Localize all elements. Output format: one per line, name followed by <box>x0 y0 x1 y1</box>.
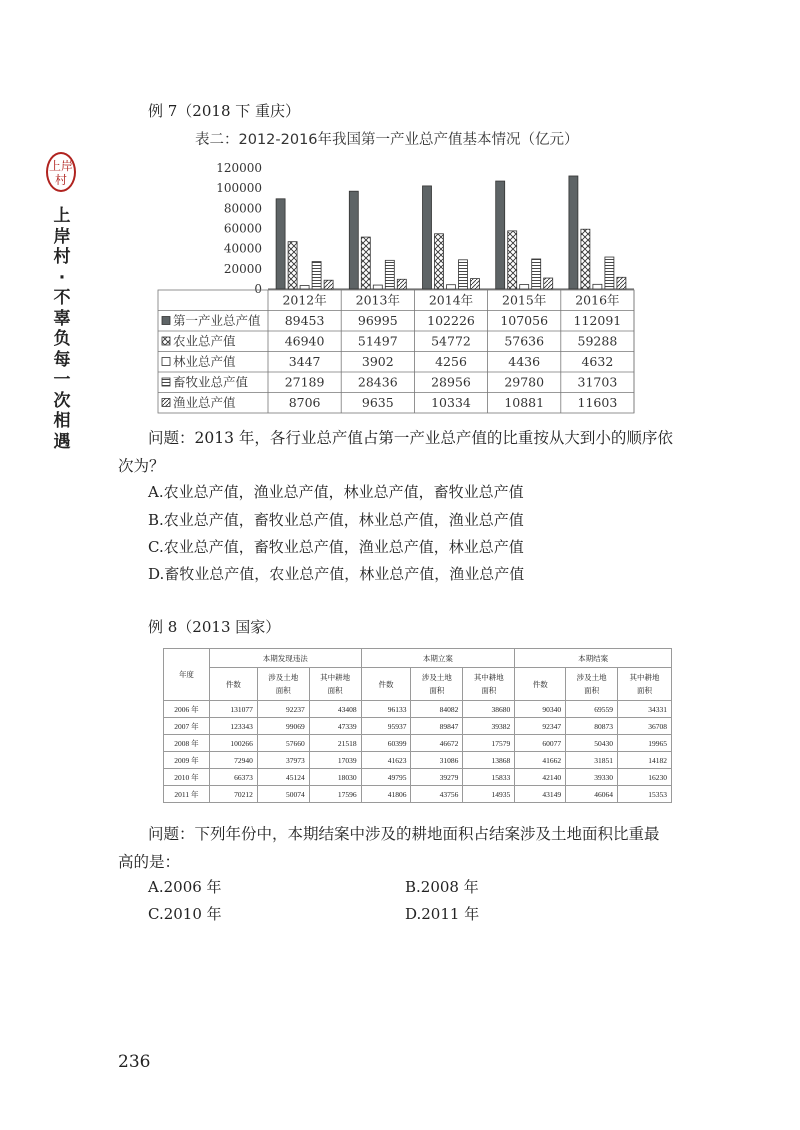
legend-swatch <box>162 399 170 407</box>
data-label: 107056 <box>500 313 549 328</box>
data-label: 28436 <box>357 374 398 390</box>
year-cell: 2007 年 <box>164 718 210 735</box>
value-cell: 60077 <box>515 735 566 752</box>
column-subheader: 件数 <box>515 668 566 701</box>
data-label: 89453 <box>284 313 325 328</box>
value-cell: 31086 <box>411 752 463 769</box>
value-cell: 57660 <box>257 735 309 752</box>
data-label: 8706 <box>288 395 321 410</box>
y-tick-label: 120000 <box>216 161 262 175</box>
bar <box>447 285 456 289</box>
bar <box>288 242 297 289</box>
column-subheader: 涉及土地 面积 <box>566 668 618 701</box>
y-tick-label: 60000 <box>223 221 262 236</box>
y-tick-label: 0 <box>254 282 262 296</box>
value-cell: 41662 <box>515 752 566 769</box>
bar <box>496 181 505 289</box>
tagline-char: 每 <box>53 349 71 370</box>
data-label: 10881 <box>504 395 545 410</box>
value-cell: 90340 <box>515 701 566 718</box>
legend-label: 畜牧业总产值 <box>173 374 249 390</box>
year-cell: 2011 年 <box>164 786 210 803</box>
value-cell: 92347 <box>515 718 566 735</box>
bar <box>300 286 309 289</box>
seal-bottom-text: 村 <box>54 173 67 187</box>
year-cell: 2009 年 <box>164 752 210 769</box>
data-label: 102226 <box>427 313 475 328</box>
table-row <box>164 786 672 803</box>
tagline-char: 负 <box>53 329 71 349</box>
column-subheader: 其中耕地 面积 <box>463 668 515 701</box>
value-cell: 45124 <box>257 769 309 786</box>
year-header: 年度 <box>164 649 210 701</box>
question-8-option-d[interactable]: D.2011 年 <box>405 905 480 923</box>
question-7-line1: 问题：2013 年，各行业总产值占第一产业总产值的比重按从大到小的顺序依 <box>148 429 673 447</box>
value-cell: 50430 <box>566 735 618 752</box>
question-7-option-a[interactable]: A.农业总产值，渔业总产值，林业总产值，畜牧业总产值 <box>148 483 524 501</box>
column-subheader: 涉及土地 面积 <box>257 668 309 701</box>
tagline-char: · <box>58 267 66 288</box>
bar <box>324 280 333 289</box>
y-tick-label: 20000 <box>223 261 262 276</box>
legend-swatch <box>162 358 170 366</box>
value-cell: 47339 <box>309 718 361 735</box>
value-cell: 80873 <box>566 718 618 735</box>
y-tick-label: 100000 <box>216 181 262 196</box>
data-label: 57636 <box>504 333 545 349</box>
value-cell: 16230 <box>618 769 672 786</box>
value-cell: 131077 <box>209 701 257 718</box>
data-label: 4632 <box>581 354 614 369</box>
question-8-option-c[interactable]: C.2010 年 <box>148 905 222 923</box>
question-7-line2: 次为？ <box>118 457 165 475</box>
bar <box>459 260 468 289</box>
bar <box>349 191 358 289</box>
question-8-option-a[interactable]: A.2006 年 <box>148 878 222 896</box>
column-subheader: 涉及土地 面积 <box>411 668 463 701</box>
value-cell: 123343 <box>209 718 257 735</box>
value-cell: 69559 <box>566 701 618 718</box>
example-7-heading: 例 7（2018 下 重庆） <box>148 102 301 120</box>
bar <box>508 231 517 289</box>
value-cell: 43756 <box>411 786 463 803</box>
value-cell: 18030 <box>309 769 361 786</box>
bar <box>423 186 432 289</box>
data-label: 96995 <box>357 313 398 328</box>
tagline-char: 辜 <box>53 308 71 329</box>
value-cell: 41806 <box>361 786 411 803</box>
x-tick-label: 2016年 <box>575 292 620 308</box>
value-cell: 13868 <box>463 752 515 769</box>
column-subheader: 其中耕地 面积 <box>309 668 361 701</box>
value-cell: 15833 <box>463 769 515 786</box>
data-label: 10334 <box>431 395 471 410</box>
bar <box>532 259 541 289</box>
tagline-char: 一 <box>53 370 71 390</box>
tagline-char: 不 <box>53 288 71 308</box>
value-cell: 70212 <box>209 786 257 803</box>
value-cell: 46064 <box>566 786 618 803</box>
table-row <box>164 701 672 718</box>
group-header: 本期发现违法 <box>209 649 361 668</box>
bar <box>361 237 370 289</box>
value-cell: 42140 <box>515 769 566 786</box>
tagline-char: 相 <box>53 411 71 431</box>
question-7-option-c[interactable]: C.农业总产值，畜牧业总产值，渔业总产值，林业总产值 <box>148 538 524 556</box>
data-label: 59288 <box>577 333 618 349</box>
data-label: 4256 <box>435 354 467 369</box>
value-cell: 34331 <box>618 701 672 718</box>
data-label: 3447 <box>288 354 321 369</box>
value-cell: 17039 <box>309 752 361 769</box>
value-cell: 99069 <box>257 718 309 735</box>
legend-swatch <box>162 317 170 325</box>
table-row <box>164 735 672 752</box>
land-violation-table <box>163 648 672 803</box>
value-cell: 31851 <box>566 752 618 769</box>
value-cell: 43408 <box>309 701 361 718</box>
bar <box>276 199 285 289</box>
data-label: 3902 <box>361 354 394 369</box>
tagline-char: 上 <box>53 206 71 226</box>
value-cell: 41623 <box>361 752 411 769</box>
data-label: 51497 <box>357 333 398 349</box>
chart-title: 表二：2012-2016年我国第一产业总产值基本情况（亿元） <box>195 132 579 148</box>
question-7-option-b[interactable]: B.农业总产值，畜牧业总产值，林业总产值，渔业总产值 <box>148 511 524 529</box>
value-cell: 38680 <box>463 701 515 718</box>
value-cell: 84082 <box>411 701 463 718</box>
year-cell: 2008 年 <box>164 735 210 752</box>
data-label: 46940 <box>284 333 325 349</box>
x-tick-label: 2014年 <box>428 292 474 308</box>
table-row <box>164 769 672 786</box>
data-label: 112091 <box>573 313 622 328</box>
data-label: 31703 <box>577 374 618 390</box>
value-cell: 17596 <box>309 786 361 803</box>
question-8-line1: 问题：下列年份中，本期结案中涉及的耕地面积占结案涉及土地面积比重最 <box>148 825 660 843</box>
value-cell: 36708 <box>618 718 672 735</box>
bar <box>605 257 614 289</box>
data-label: 4436 <box>508 354 541 369</box>
seal-top-text: 上岸 <box>48 159 73 173</box>
data-label: 27189 <box>284 374 325 390</box>
value-cell: 39382 <box>463 718 515 735</box>
year-cell: 2006 年 <box>164 701 210 718</box>
value-cell: 66373 <box>209 769 257 786</box>
bar <box>617 277 626 289</box>
legend-label: 农业总产值 <box>173 333 236 349</box>
legend-label: 林业总产值 <box>173 354 236 369</box>
tagline-char: 岸 <box>53 226 71 247</box>
value-cell: 49795 <box>361 769 411 786</box>
value-cell: 15353 <box>618 786 672 803</box>
value-cell: 37973 <box>257 752 309 769</box>
group-header: 本期立案 <box>361 649 515 668</box>
value-cell: 96133 <box>361 701 411 718</box>
x-tick-label: 2015年 <box>502 292 547 308</box>
legend-label: 第一产业总产值 <box>173 313 261 328</box>
value-cell: 14935 <box>463 786 515 803</box>
bar <box>471 279 480 289</box>
value-cell: 60399 <box>361 735 411 752</box>
y-tick-label: 80000 <box>223 201 262 216</box>
data-label: 28956 <box>431 374 471 390</box>
bar-chart <box>0 0 800 420</box>
data-label: 29780 <box>504 374 545 390</box>
bar <box>312 262 321 289</box>
bar <box>581 229 590 289</box>
bar <box>385 260 394 289</box>
x-tick-label: 2012年 <box>282 292 327 308</box>
x-tick-label: 2013年 <box>355 292 400 308</box>
value-cell: 92237 <box>257 701 309 718</box>
value-cell: 19965 <box>618 735 672 752</box>
bar <box>593 284 602 289</box>
legend-label: 渔业总产值 <box>173 395 236 410</box>
tagline-char: 次 <box>53 390 71 411</box>
tagline-char: 遇 <box>53 431 71 452</box>
column-subheader: 件数 <box>209 668 257 701</box>
value-cell: 89847 <box>411 718 463 735</box>
data-label: 54772 <box>431 333 471 349</box>
question-8-line2: 高的是： <box>118 853 181 871</box>
value-cell: 17579 <box>463 735 515 752</box>
tagline-char: 村 <box>53 247 71 267</box>
legend-swatch <box>162 337 170 345</box>
column-subheader: 件数 <box>361 668 411 701</box>
value-cell: 39279 <box>411 769 463 786</box>
question-8-option-b[interactable]: B.2008 年 <box>405 878 479 896</box>
table-row <box>164 718 672 735</box>
bar <box>544 278 553 289</box>
example-8-heading: 例 8（2013 国家） <box>148 618 281 636</box>
y-tick-label: 40000 <box>223 241 262 256</box>
value-cell: 95937 <box>361 718 411 735</box>
value-cell: 43149 <box>515 786 566 803</box>
value-cell: 21518 <box>309 735 361 752</box>
value-cell: 14182 <box>618 752 672 769</box>
column-subheader: 其中耕地 面积 <box>618 668 672 701</box>
data-label: 11603 <box>577 395 618 410</box>
question-7-option-d[interactable]: D.畜牧业总产值，农业总产值，林业总产值，渔业总产值 <box>148 565 525 583</box>
value-cell: 50074 <box>257 786 309 803</box>
value-cell: 72940 <box>209 752 257 769</box>
bar <box>397 279 406 289</box>
year-cell: 2010 年 <box>164 769 210 786</box>
table-row <box>164 752 672 769</box>
bar <box>373 285 382 289</box>
bar <box>520 285 529 289</box>
page-number: 236 <box>118 1052 151 1072</box>
value-cell: 46672 <box>411 735 463 752</box>
group-header: 本期结案 <box>515 649 672 668</box>
data-label: 9635 <box>361 395 394 410</box>
bar <box>435 234 444 289</box>
value-cell: 100266 <box>209 735 257 752</box>
legend-swatch <box>162 378 170 386</box>
bar <box>569 176 578 289</box>
value-cell: 39330 <box>566 769 618 786</box>
